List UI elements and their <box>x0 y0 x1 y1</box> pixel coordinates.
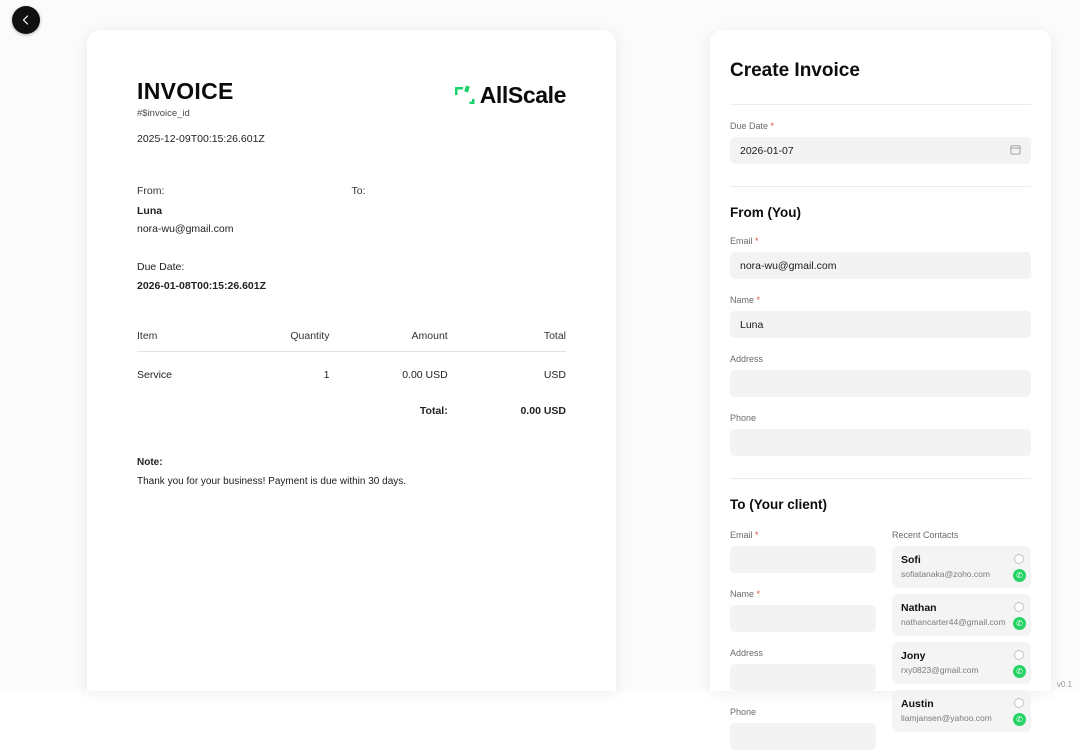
from-name-value: Luna <box>740 318 764 331</box>
recent-contacts-label: Recent Contacts <box>892 530 959 540</box>
divider-3 <box>730 478 1031 479</box>
from-block <box>137 185 352 235</box>
column-header-total: Total <box>448 330 566 352</box>
from-phone-label: Phone <box>730 413 757 423</box>
allscale-logo-icon <box>452 83 478 109</box>
contact-radio[interactable] <box>1014 698 1024 708</box>
from-email-value: nora-wu@gmail.com <box>740 259 837 272</box>
invoice-due-block <box>137 261 566 292</box>
invoice-preview <box>87 30 616 691</box>
to-label: To: <box>351 185 366 197</box>
column-header-amount: Amount <box>329 330 447 352</box>
from-name-input[interactable] <box>730 311 1031 338</box>
contact-radio[interactable] <box>1014 554 1024 564</box>
contact-radio[interactable] <box>1014 650 1024 660</box>
cell-amount: 0.00 USD <box>402 369 448 381</box>
from-address-label: Address <box>730 354 764 364</box>
from-email-label: Email * <box>730 236 759 246</box>
to-address-label: Address <box>730 648 764 658</box>
page-title: Create Invoice <box>730 60 860 81</box>
divider-2 <box>730 186 1031 187</box>
to-address-input[interactable] <box>730 664 876 691</box>
whatsapp-icon[interactable]: ✆ <box>1013 665 1026 678</box>
calendar-icon[interactable] <box>1010 144 1021 158</box>
from-name-label: Name * <box>730 295 761 305</box>
to-email-label: Email * <box>730 530 759 540</box>
invoice-title: INVOICE <box>137 78 234 104</box>
to-email-input[interactable] <box>730 546 876 573</box>
to-section-title: To (Your client) <box>730 497 827 512</box>
contact-name: Nathan <box>901 602 937 614</box>
column-header-item: Item <box>137 330 228 352</box>
column-header-quantity: Quantity <box>228 330 330 352</box>
from-phone-input[interactable] <box>730 429 1031 456</box>
to-name-label: Name * <box>730 589 761 599</box>
from-name: Luna <box>137 205 163 217</box>
contact-name: Jony <box>901 650 926 662</box>
create-invoice-panel <box>710 30 1051 724</box>
to-section-body <box>730 514 1031 750</box>
contact-name: Austin <box>901 698 934 710</box>
due-date-input[interactable] <box>730 137 1031 164</box>
contact-radio[interactable] <box>1014 602 1024 612</box>
brand-name: AllScale <box>479 82 566 108</box>
recent-contacts-column <box>892 514 1031 750</box>
contact-email: nathancarter44@gmail.com <box>901 617 1006 627</box>
from-label: From: <box>137 185 165 197</box>
contact-email: rxy0823@gmail.com <box>901 665 979 675</box>
cell-quantity: 1 <box>323 369 330 381</box>
table-row <box>137 352 566 382</box>
table-totals-row <box>137 381 566 417</box>
due-date-label: Due Date * <box>730 121 775 131</box>
table-header-row <box>137 330 566 352</box>
invoice-items-table <box>137 330 566 417</box>
to-phone-label: Phone <box>730 707 757 717</box>
to-name-input[interactable] <box>730 605 876 632</box>
invoice-due-value: 2026-01-08T00:15:26.601Z <box>137 280 267 292</box>
contact-item[interactable] <box>892 690 1031 732</box>
contact-email: sofiatanaka@zoho.com <box>901 569 990 579</box>
contact-name: Sofi <box>901 554 921 566</box>
invoice-note <box>137 457 566 487</box>
from-section-title: From (You) <box>730 205 801 220</box>
contact-email: liamjansen@yahoo.com <box>901 713 992 723</box>
invoice-title-block <box>137 78 265 145</box>
divider <box>730 104 1031 105</box>
whatsapp-icon[interactable]: ✆ <box>1013 569 1026 582</box>
whatsapp-icon[interactable]: ✆ <box>1013 713 1026 726</box>
invoice-issue-date: 2025-12-09T00:15:26.601Z <box>137 133 265 145</box>
to-fields-column <box>730 514 876 750</box>
invoice-header <box>137 78 566 145</box>
brand-logo <box>452 82 566 109</box>
whatsapp-icon[interactable]: ✆ <box>1013 617 1026 630</box>
due-date-value: 2026-01-07 <box>740 144 794 157</box>
from-address-input[interactable] <box>730 370 1031 397</box>
total-label: Total: <box>419 405 448 417</box>
to-block <box>352 185 567 235</box>
chevron-left-icon <box>21 15 31 25</box>
total-value: 0.00 USD <box>520 405 566 417</box>
contact-item[interactable] <box>892 546 1031 588</box>
version-label: v0.1 <box>1056 680 1072 689</box>
from-email: nora-wu@gmail.com <box>137 223 234 235</box>
invoice-due-label: Due Date: <box>137 261 185 273</box>
party-row <box>137 185 566 235</box>
cell-total: USD <box>543 369 566 381</box>
invoice-id: #$invoice_id <box>137 108 190 119</box>
note-label: Note: <box>137 457 163 468</box>
required-marker: * <box>770 121 775 131</box>
cell-item: Service <box>137 369 173 381</box>
note-text: Thank you for your business! Payment is due within 30 days. <box>137 476 407 487</box>
contact-item[interactable] <box>892 642 1031 684</box>
contact-item[interactable] <box>892 594 1031 636</box>
from-email-input[interactable] <box>730 252 1031 279</box>
back-button[interactable] <box>12 6 40 34</box>
to-phone-input[interactable] <box>730 723 876 750</box>
